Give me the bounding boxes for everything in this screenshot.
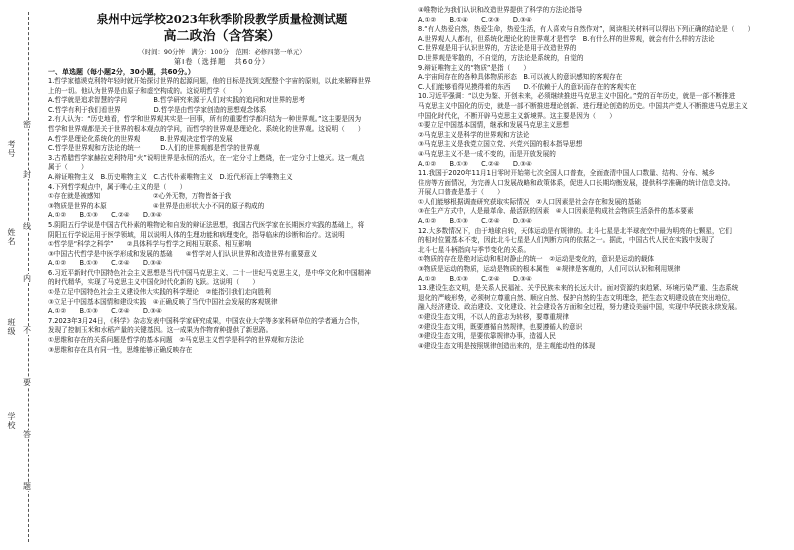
seal-mark: 要: [23, 378, 31, 387]
question-line: C.世界观是用于认识世界的，方法论是用于改造世界的: [418, 44, 577, 53]
question-line: A.①② B.①③ C.②④ D.③④: [418, 217, 532, 226]
seal-mark: 封: [23, 170, 31, 179]
question-line: ③建设生态文明，是要依靠规律办事，造福人民: [418, 332, 556, 341]
question-line: ③马克思主义是我党立国立党、兴党兴国的根本指导思想: [418, 140, 583, 149]
question-line: ②建设生态文明，既要遵循自然规律，也要遵循人的意识: [418, 322, 583, 331]
question-line: 上的一切。他认为世界是由原子和虚空构成的。这说明哲学（ ）: [48, 86, 246, 95]
question-line: 9.辩证唯物主义的“物质”是指（ ）: [418, 63, 531, 72]
question-line: 马克思主义中国化的历史，就是一部不断推进理论创新、进行理论创造的历史。中国共产党人不断推进马克思主义: [418, 101, 748, 110]
right-column: [418, 6, 784, 546]
seal-mark: 密: [23, 120, 31, 129]
question-line: A.①② B.①③ C.②④ D.③④: [48, 211, 162, 220]
question-line: 10.习近平强调：“以史为鉴、开创未来，必须继续推进马克思主义中国化。”党的百年历史，就是一部不断推进: [418, 92, 736, 101]
question-line: 5.阴阳五行学说是中国古代朴素的唯物论和自发的辩证法思想，我国古代医学家在长期医疗实践的基础上，将: [48, 220, 365, 229]
binding-label-class: 班级: [7, 318, 16, 336]
question-line: 退化的严峻形势，必须树立尊重自然、顺应自然、保护自然的生态文明理念，把生态文明建设放在突出地位，: [418, 293, 735, 302]
school-title: 泉州中远学校2023年秋季阶段教学质量检测试题: [96, 12, 348, 26]
question-line: A.辩证唯物主义 B.历史唯物主义 C.古代朴素唯物主义 D.近代形而上学唯物主义: [48, 172, 293, 181]
question-list-left: [48, 77, 396, 355]
section-heading: 一、单选题（每小题2分，30小题，共60分。）: [48, 68, 195, 76]
question-line: ①思维和存在的关系问题是哲学的基本问题 ②马克思主义哲学是科学的世界观和方法论: [48, 336, 304, 345]
question-line: ③立足于中国基本国情和建设实践 ④正确反映了当代中国社会发展的客观规律: [48, 297, 278, 306]
question-line: A.哲学就是追求智慧的学问 B.哲学研究来源于人们对实践的追问和对世界的思考: [48, 96, 306, 105]
question-line: 发现了控制玉米和水稻产量的关键基因。这一成果为作物育种提供了新思路。: [48, 326, 273, 335]
left-column: [48, 6, 396, 546]
binding-label-school: 学校: [7, 412, 16, 430]
question-line: C.哲学是世界观和方法论的统一 D.人们的世界观都是哲学的世界观: [48, 144, 260, 153]
question-line: C.哲学有利于我们看世界 D.哲学是由哲学家创造的思想观念体系: [48, 105, 267, 114]
question-line: 的时代精华，实现了马克思主义中国化时代化新的飞跃。这说明（ ）: [48, 278, 259, 287]
question-line: 2.有人认为：“历史地看，哲学和世界观其实是一回事，所有的重要哲学都归结为一种世界观。”这主要是因为: [48, 115, 362, 124]
seal-mark: 答: [23, 430, 31, 439]
question-line: 开展人口普查是基于（ ）: [418, 188, 504, 197]
question-line: ④马克思主义不是一成不变的，而是开放发展的: [418, 149, 556, 158]
question-line: C.人们能够看得见摸得着的东西 D.不依赖于人的意识而存在的客观实在: [418, 82, 637, 91]
question-list-right: [418, 6, 784, 351]
seal-mark: 内: [23, 274, 31, 283]
question-line: ③中国古代哲学是中医学形成和发展的基础 ④哲学对人们认识世界和改造世界有重要意义: [48, 249, 317, 258]
seal-mark: 线: [23, 222, 31, 231]
question-line: ④建设生态文明是按照规律创造出来的，是主观能动性的体现: [418, 341, 596, 350]
question-line: ③物质是世界的本原 ④世界是由形状大小不同的原子构成的: [48, 201, 265, 210]
question-line: ①存在就是被感知 ②心外无物，万物皆备于我: [48, 192, 232, 201]
question-line: ①建设生态文明，不以人的意志为转移，要尊重规律: [418, 313, 569, 321]
question-line: A.哲学是理论化系统化的世界观 B.世界观决定哲学的发展: [48, 134, 233, 143]
exam-info: （时间：90分钟 满分：100分 范围：必修四第一单元）: [138, 48, 306, 56]
question-line: ④唯物论为我们认识和改造世界提供了科学的方法论指导: [418, 6, 583, 14]
question-line: 住房等方面情况，为完善人口发展战略和政策体系，促进人口长期均衡发展，提供科学准确的统计信息支持。: [418, 178, 735, 187]
question-line: ③在生产方式中，人是最革命、最活跃的因素 ④人口因素是构成社会物质生活条件的基本要素: [418, 207, 694, 216]
binding-label-name: 姓名: [7, 228, 16, 246]
seal-mark: 不: [23, 326, 31, 335]
question-line: ②马克思主义是科学的世界观和方法论: [418, 130, 530, 139]
question-line: 融入经济建设、政治建设、文化建设、社会建设各方面和全过程，努力建设美丽中国，实现中华民族永续发展。: [418, 303, 742, 312]
binding-label-exam-number: 考号: [7, 140, 16, 158]
question-line: A.①② B.①③ C.②④ D.③④: [48, 307, 162, 316]
question-line: ①人们能够根据调查研究获取实际情况 ②人口因素是社会存在和发展的基础: [418, 197, 641, 206]
question-line: 中国化时代化，不断开辟马克思主义新境界。这主要是因为（ ）: [418, 111, 616, 120]
exam-subtitle: 高二政治（含答案）: [163, 29, 281, 44]
question-line: 阴阳五行学说运用于医学领域，用以说明人体的生理功能和病理变化，指导临床的诊断和治疗。这说明: [48, 230, 345, 239]
question-line: ①是立足中国特色社会主义建设伟大实践的科学理论 ②能指引我们走向胜利: [48, 288, 271, 297]
seal-mark: 题: [23, 482, 31, 491]
question-line: A.①② B.①③ C.②④ D.③④: [418, 159, 532, 168]
part-heading: 第Ⅰ卷（选择题 共60分）: [173, 57, 271, 66]
question-line: 3.古希腊哲学家赫拉克利特用“火”说明世界是永恒的活火，在一定分寸上燃烧，在一定分寸上熄灭。这一观点: [48, 153, 365, 162]
question-line: 1.哲学家德谟克利特年轻时就开始探讨世界的起源问题，他的目标是找到支配整个宇宙的原则，以此来解释世界: [48, 77, 371, 85]
question-line: 11.我国于2020年11月1日零时开始第七次全国人口普查，全面查清中国人口数量、结构、分布、城乡: [418, 169, 716, 178]
question-line: 7.2023年3月24日，《科学》杂志发表中国科学家研究成果，中国农业大学等多家科研单位的学者通力合作，: [48, 316, 364, 325]
question-line: A.①② B.①③ C.②④ D.③④: [418, 274, 532, 283]
question-line: 12.大多数情况下，由于地球自转，天体运动是有规律的。北斗七星是北半球夜空中最为明亮的七颗星，它们: [418, 226, 732, 235]
question-line: D.世界观是零散的，不自觉的，方法论是系统的，自觉的: [418, 53, 584, 62]
question-line: ③思维和存在具有同一性，思维能够正确反映存在: [48, 345, 193, 354]
question-line: 4.下列哲学观点中，属于唯心主义的是（ ）: [48, 182, 187, 191]
question-line: ①哲学是“科学之科学” ②具体科学与哲学之间相互联系、相互影响: [48, 240, 252, 249]
question-line: A.①② B.①③ C.②④ D.③④: [48, 259, 162, 268]
question-line: 8.“有人热爱自然，热爱生命，热爱生活，有人喜欢与自然作对”，阅读相关材料可以得出下列正确的结论是（ ）: [418, 25, 755, 34]
question-line: 6.习近平新时代中国特色社会主义思想是当代中国马克思主义、二十一世纪马克思主义，是中华文化和中国精神: [48, 268, 371, 277]
question-line: ①要立足中国基本国情，继承和发展马克思主义思想: [418, 121, 569, 130]
question-line: ①物质的存在是绝对运动和相对静止的统一 ②运动是变化的，意识是运动的载体: [418, 255, 655, 264]
question-line: A.世界观人人都有，但系统化理论化的世界观才是哲学 B.有什么样的世界观，就会有什么样的方法论: [418, 34, 715, 43]
question-line: 的相对位置基本不变，因此北斗七星是人们判断方向的依据之一。据此，中国古代人民在实践中发现了: [418, 236, 715, 245]
question-line: 北斗七星斗柄指向与季节变化的关系。: [418, 245, 531, 254]
question-line: A.①② B.①④ C.②③ D.③④: [418, 15, 532, 24]
question-line: 属于（ ）: [48, 163, 88, 172]
question-line: A.宇宙间存在的各种具体物质形态 B.可以被人的意识感知的客观存在: [418, 73, 623, 82]
question-line: ③物质是运动的物质，运动是物质的根本属性 ④规律是客观的，人们可以认识和利用规律: [418, 265, 681, 274]
binding-margin: [0, 0, 42, 550]
question-line: 13.建设生态文明，是关系人民福祉、关乎民族未来的长远大计。面对资源约束趋紧、环境污染严重、生态系统: [418, 284, 739, 293]
question-line: 哲学和世界观都是关于世界的根本观点的学问，而哲学的世界观是理论化、系统化的世界观。这说明（ ）: [48, 124, 365, 133]
